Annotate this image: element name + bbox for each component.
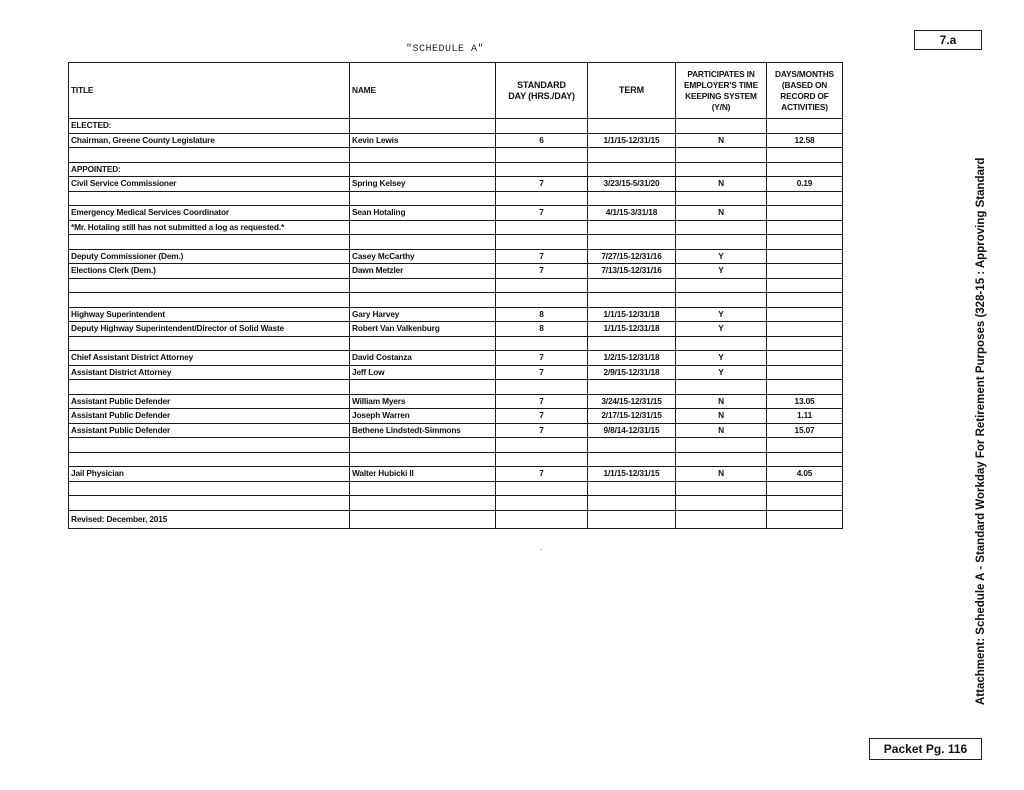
- cell-name: Dawn Metzler: [350, 264, 496, 279]
- cell-participates: N: [676, 394, 767, 409]
- cell-term: [588, 191, 676, 206]
- column-header-days-months: DAYS/MONTHS (BASED ON RECORD OF ACTIVITIES): [767, 63, 843, 119]
- cell-days-months: [767, 249, 843, 264]
- table-row: [69, 481, 843, 496]
- cell-name: Kevin Lewis: [350, 133, 496, 148]
- table-row: [69, 438, 843, 453]
- cell-standard-day: [496, 510, 588, 528]
- cell-participates: Y: [676, 307, 767, 322]
- cell-standard-day: [496, 496, 588, 511]
- cell-title: Chief Assistant District Attorney: [69, 351, 350, 366]
- cell-title: Assistant Public Defender: [69, 394, 350, 409]
- cell-days-months: [767, 438, 843, 453]
- cell-days-months: [767, 191, 843, 206]
- cell-title: [69, 496, 350, 511]
- cell-standard-day: 8: [496, 307, 588, 322]
- cell-name: [350, 481, 496, 496]
- cell-participates: N: [676, 177, 767, 192]
- table-header-row: [69, 63, 843, 119]
- cell-term: 1/2/15-12/31/18: [588, 351, 676, 366]
- cell-standard-day: [496, 119, 588, 134]
- cell-title: Highway Superintendent: [69, 307, 350, 322]
- cell-participates: [676, 235, 767, 250]
- table-body: [69, 119, 843, 529]
- cell-term: [588, 496, 676, 511]
- cell-participates: [676, 496, 767, 511]
- table-row: [69, 496, 843, 511]
- cell-title: [69, 481, 350, 496]
- cell-days-months: [767, 336, 843, 351]
- cell-days-months: 1.11: [767, 409, 843, 424]
- cell-participates: [676, 438, 767, 453]
- cell-participates: [676, 380, 767, 395]
- cell-name: Spring Kelsey: [350, 177, 496, 192]
- cell-term: 1/1/15-12/31/15: [588, 467, 676, 482]
- cell-standard-day: 7: [496, 249, 588, 264]
- cell-standard-day: [496, 438, 588, 453]
- cell-name: [350, 162, 496, 177]
- cell-days-months: [767, 220, 843, 235]
- cell-standard-day: 7: [496, 394, 588, 409]
- table-row: [69, 148, 843, 163]
- table-row: [69, 423, 843, 438]
- table-row: [69, 133, 843, 148]
- cell-participates: [676, 293, 767, 308]
- cell-term: [588, 148, 676, 163]
- cell-term: [588, 510, 676, 528]
- cell-term: [588, 438, 676, 453]
- cell-days-months: [767, 510, 843, 528]
- cell-name: [350, 191, 496, 206]
- cell-participates: [676, 452, 767, 467]
- cell-name: Jeff Low: [350, 365, 496, 380]
- cell-participates: [676, 481, 767, 496]
- cell-days-months: [767, 293, 843, 308]
- cell-term: 1/1/15-12/31/15: [588, 133, 676, 148]
- table-row: [69, 162, 843, 177]
- cell-name: [350, 380, 496, 395]
- table-row: [69, 510, 843, 528]
- cell-participates: [676, 148, 767, 163]
- cell-days-months: [767, 380, 843, 395]
- cell-title: Jail Physician: [69, 467, 350, 482]
- column-header-name: NAME: [350, 63, 496, 119]
- table-row: [69, 452, 843, 467]
- cell-name: [350, 336, 496, 351]
- table-row: [69, 322, 843, 337]
- cell-title: [69, 438, 350, 453]
- cell-name: David Costanza: [350, 351, 496, 366]
- cell-name: Gary Harvey: [350, 307, 496, 322]
- cell-name: Bethene Lindstedt-Simmons: [350, 423, 496, 438]
- cell-title: APPOINTED:: [69, 162, 350, 177]
- cell-days-months: [767, 162, 843, 177]
- cell-days-months: [767, 264, 843, 279]
- cell-term: [588, 278, 676, 293]
- cell-participates: N: [676, 133, 767, 148]
- cell-term: 7/27/15-12/31/16: [588, 249, 676, 264]
- cell-participates: Y: [676, 365, 767, 380]
- cell-days-months: [767, 322, 843, 337]
- cell-title: Deputy Highway Superintendent/Director of Solid Waste: [69, 322, 350, 337]
- cell-name: [350, 148, 496, 163]
- cell-name: Robert Van Valkenburg: [350, 322, 496, 337]
- table-row: [69, 365, 843, 380]
- cell-participates: [676, 278, 767, 293]
- document-title: "SCHEDULE A": [405, 44, 484, 55]
- column-header-standard-day: STANDARD DAY (HRS./DAY): [496, 63, 588, 119]
- table-row: [69, 249, 843, 264]
- table-row: [69, 177, 843, 192]
- column-header-participates: PARTICIPATES IN EMPLOYER'S TIME KEEPING SYSTEM (Y/N): [676, 63, 767, 119]
- cell-days-months: [767, 206, 843, 221]
- cell-title: [69, 191, 350, 206]
- cell-participates: [676, 220, 767, 235]
- cell-name: Joseph Warren: [350, 409, 496, 424]
- cell-standard-day: [496, 336, 588, 351]
- cell-participates: [676, 336, 767, 351]
- cell-standard-day: [496, 235, 588, 250]
- table-row: [69, 380, 843, 395]
- table-row: [69, 394, 843, 409]
- cell-days-months: 0.19: [767, 177, 843, 192]
- cell-standard-day: 6: [496, 133, 588, 148]
- cell-term: 1/1/15-12/31/18: [588, 322, 676, 337]
- cell-days-months: [767, 365, 843, 380]
- cell-days-months: [767, 496, 843, 511]
- cell-title: ELECTED:: [69, 119, 350, 134]
- column-header-title: TITLE: [69, 63, 350, 119]
- cell-title: Elections Clerk (Dem.): [69, 264, 350, 279]
- cell-days-months: [767, 278, 843, 293]
- agenda-item-tag: 7.a: [914, 30, 982, 50]
- cell-days-months: [767, 119, 843, 134]
- cell-term: [588, 481, 676, 496]
- cell-name: [350, 438, 496, 453]
- cell-participates: N: [676, 206, 767, 221]
- cell-term: 3/24/15-12/31/15: [588, 394, 676, 409]
- cell-term: 7/13/15-12/31/16: [588, 264, 676, 279]
- cell-participates: Y: [676, 249, 767, 264]
- cell-days-months: 4.05: [767, 467, 843, 482]
- cell-term: [588, 235, 676, 250]
- cell-title: Civil Service Commissioner: [69, 177, 350, 192]
- column-header-term: TERM: [588, 63, 676, 119]
- cell-title: Assistant District Attorney: [69, 365, 350, 380]
- attachment-caption: Attachment: Schedule A - Standard Workday For Retirement Purposes (328-15 : Approving Standard: [975, 157, 987, 705]
- cell-name: [350, 235, 496, 250]
- cell-term: [588, 452, 676, 467]
- table-row: [69, 351, 843, 366]
- cell-standard-day: 7: [496, 264, 588, 279]
- schedule-table: [68, 62, 843, 529]
- cell-standard-day: 7: [496, 467, 588, 482]
- cell-term: [588, 162, 676, 177]
- cell-days-months: [767, 148, 843, 163]
- cell-name: Casey McCarthy: [350, 249, 496, 264]
- cell-days-months: 13.05: [767, 394, 843, 409]
- table-row: [69, 119, 843, 134]
- cell-standard-day: 7: [496, 206, 588, 221]
- cell-days-months: [767, 235, 843, 250]
- cell-participates: Y: [676, 264, 767, 279]
- cell-standard-day: 7: [496, 409, 588, 424]
- cell-standard-day: [496, 481, 588, 496]
- cell-standard-day: 7: [496, 351, 588, 366]
- cell-participates: N: [676, 409, 767, 424]
- table-row: [69, 206, 843, 221]
- cell-name: [350, 220, 496, 235]
- cell-days-months: [767, 452, 843, 467]
- cell-standard-day: 7: [496, 423, 588, 438]
- cell-days-months: [767, 307, 843, 322]
- cell-standard-day: [496, 148, 588, 163]
- cell-term: 3/23/15-5/31/20: [588, 177, 676, 192]
- cell-title: Revised: December, 2015: [69, 510, 350, 528]
- cell-name: [350, 293, 496, 308]
- cell-name: [350, 510, 496, 528]
- cell-term: [588, 119, 676, 134]
- cell-days-months: [767, 481, 843, 496]
- cell-title: [69, 336, 350, 351]
- table-row: [69, 264, 843, 279]
- cell-title: [69, 278, 350, 293]
- table-row: [69, 307, 843, 322]
- cell-name: [350, 278, 496, 293]
- table-row: [69, 467, 843, 482]
- cell-days-months: [767, 351, 843, 366]
- cell-term: 1/1/15-12/31/18: [588, 307, 676, 322]
- cell-title: [69, 293, 350, 308]
- cell-term: [588, 293, 676, 308]
- cell-title: Assistant Public Defender: [69, 423, 350, 438]
- cell-days-months: 15.07: [767, 423, 843, 438]
- cell-title: [69, 235, 350, 250]
- cell-term: [588, 220, 676, 235]
- table-row: [69, 293, 843, 308]
- cell-standard-day: [496, 452, 588, 467]
- cell-name: [350, 119, 496, 134]
- cell-title: Deputy Commissioner (Dem.): [69, 249, 350, 264]
- cell-standard-day: [496, 293, 588, 308]
- cell-term: 2/17/15-12/31/15: [588, 409, 676, 424]
- table-row: [69, 409, 843, 424]
- cell-days-months: 12.58: [767, 133, 843, 148]
- table-row: [69, 191, 843, 206]
- cell-term: 9/8/14-12/31/15: [588, 423, 676, 438]
- cell-title: [69, 452, 350, 467]
- cell-term: [588, 336, 676, 351]
- cell-name: William Myers: [350, 394, 496, 409]
- cell-standard-day: 7: [496, 365, 588, 380]
- table-row: [69, 278, 843, 293]
- cell-standard-day: 8: [496, 322, 588, 337]
- cell-participates: Y: [676, 322, 767, 337]
- cell-name: [350, 452, 496, 467]
- cell-participates: [676, 162, 767, 177]
- cell-participates: N: [676, 423, 767, 438]
- cell-standard-day: [496, 380, 588, 395]
- cell-name: [350, 496, 496, 511]
- scan-artifact: [540, 549, 542, 550]
- cell-participates: [676, 119, 767, 134]
- cell-standard-day: [496, 191, 588, 206]
- cell-title: [69, 148, 350, 163]
- cell-name: Sean Hotaling: [350, 206, 496, 221]
- cell-standard-day: [496, 278, 588, 293]
- cell-term: 2/9/15-12/31/18: [588, 365, 676, 380]
- cell-standard-day: [496, 220, 588, 235]
- cell-name: Walter Hubicki II: [350, 467, 496, 482]
- cell-term: [588, 380, 676, 395]
- cell-term: 4/1/15-3/31/18: [588, 206, 676, 221]
- cell-participates: N: [676, 467, 767, 482]
- packet-page-label: Packet Pg. 116: [869, 738, 982, 760]
- table-row: [69, 235, 843, 250]
- table-row: [69, 336, 843, 351]
- cell-participates: Y: [676, 351, 767, 366]
- cell-title: Chairman, Greene County Legislature: [69, 133, 350, 148]
- table-row: [69, 220, 843, 235]
- cell-title: Emergency Medical Services Coordinator: [69, 206, 350, 221]
- cell-participates: [676, 510, 767, 528]
- cell-standard-day: 7: [496, 177, 588, 192]
- cell-standard-day: [496, 162, 588, 177]
- cell-title: [69, 380, 350, 395]
- cell-participates: [676, 191, 767, 206]
- cell-title: *Mr. Hotaling still has not submitted a log as requested.*: [69, 220, 350, 235]
- cell-title: Assistant Public Defender: [69, 409, 350, 424]
